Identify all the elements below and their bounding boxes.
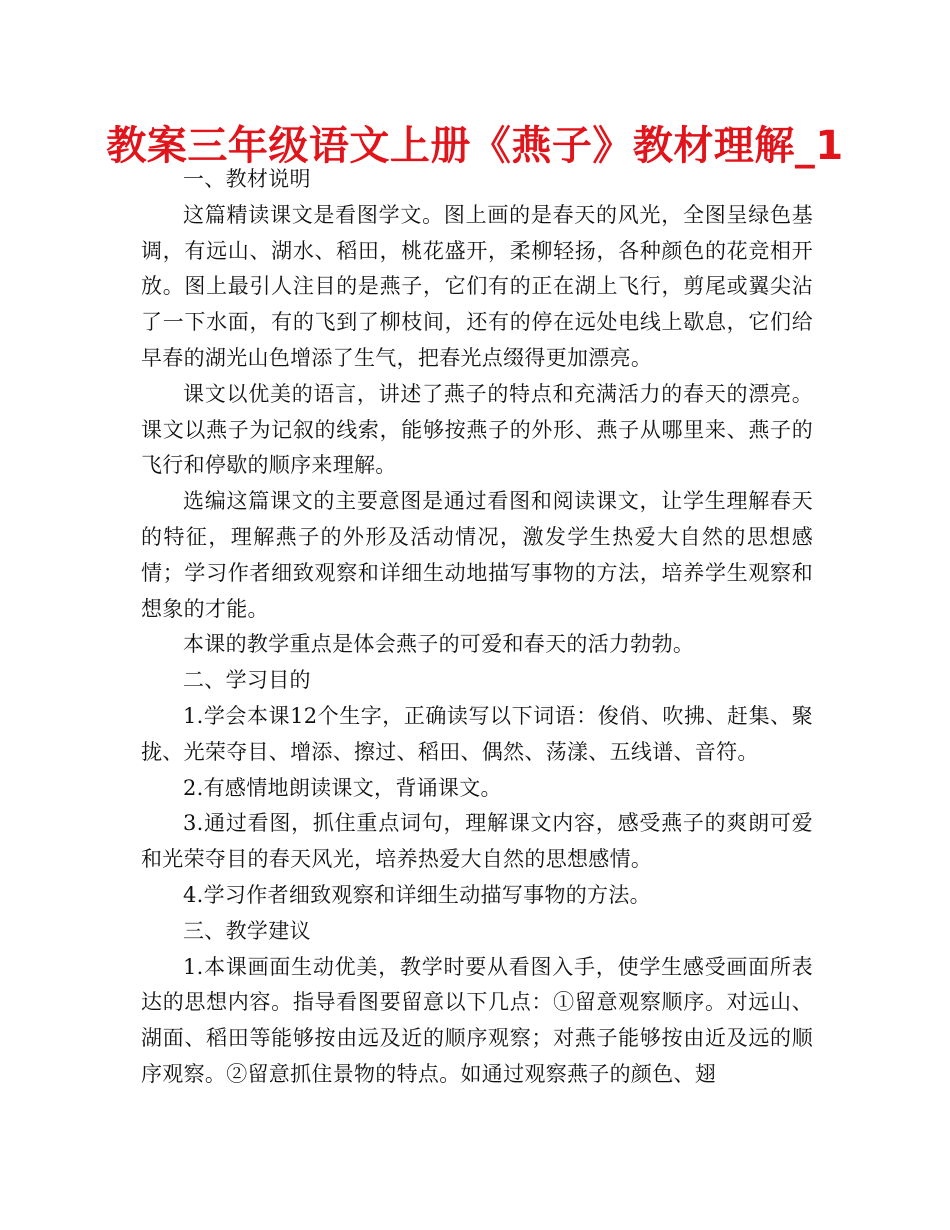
paragraph: 选编这篇课文的主要意图是通过看图和阅读课文，让学生理解春天的特征，理解燕子的外形及活动情况，激发学生热爱大自然的思想感情；学习作者细致观察和详细生动地描写事物的方法，培养学生观察和想象的才能。 bbox=[141, 489, 813, 621]
section-heading: 二、学习目的 bbox=[183, 668, 311, 693]
list-item: 1.本课画面生动优美，教学时要从看图入手，使学生感受画面所表达的思想内容。指导看图要留意以下几点：①留意观察顺序。对远山、湖面、稻田等能够按由远及近的顺序观察；对燕子能够按由近及远的顺序观察。②留意抓住景物的特点。如通过观察燕子的颜色、翅 bbox=[141, 954, 813, 1086]
document-title: 教案三年级语文上册《燕子》教材理解_1 bbox=[106, 123, 844, 169]
list-item: 2.有感情地朗读课文，背诵课文。 bbox=[183, 775, 502, 800]
paragraph: 这篇精读课文是看图学文。图上画的是春天的风光，全图呈绿色基调，有远山、湖水、稻田，桃花盛开，柔柳轻扬，各种颜色的花竞相开放。图上最引人注目的是燕子，它们有的正在湖上飞行，剪尾或翼尖沾了一下水面，有的飞到了柳枝间，还有的停在远处电线上歇息，它们给早春的湖光山色增添了生气，把春光点缀得更加漂亮。 bbox=[141, 202, 813, 370]
section-heading: 三、教学建议 bbox=[183, 918, 311, 943]
document-body bbox=[141, 162, 813, 1093]
section-heading: 一、教材说明 bbox=[183, 167, 311, 191]
list-item: 3.通过看图，抓住重点词句，理解课文内容，感受燕子的爽朗可爱和光荣夺目的春天风光，培养热爱大自然的思想感情。 bbox=[141, 811, 813, 872]
list-item: 1.学会本课12个生字，正确读写以下词语：俊俏、吹拂、赶集、聚拢、光荣夺目、增添、擦过、稻田、偶然、荡漾、五线谱、音符。 bbox=[141, 703, 813, 764]
paragraph: 课文以优美的语言，讲述了燕子的特点和充满活力的春天的漂亮。课文以燕子为记叙的线索，能够按燕子的外形、燕子从哪里来、燕子的飞行和停歇的顺序来理解。 bbox=[141, 381, 813, 478]
list-item: 4.学习作者细致观察和详细生动描写事物的方法。 bbox=[183, 882, 651, 907]
paragraph: 本课的教学重点是体会燕子的可爱和春天的活力勃勃。 bbox=[183, 632, 695, 657]
